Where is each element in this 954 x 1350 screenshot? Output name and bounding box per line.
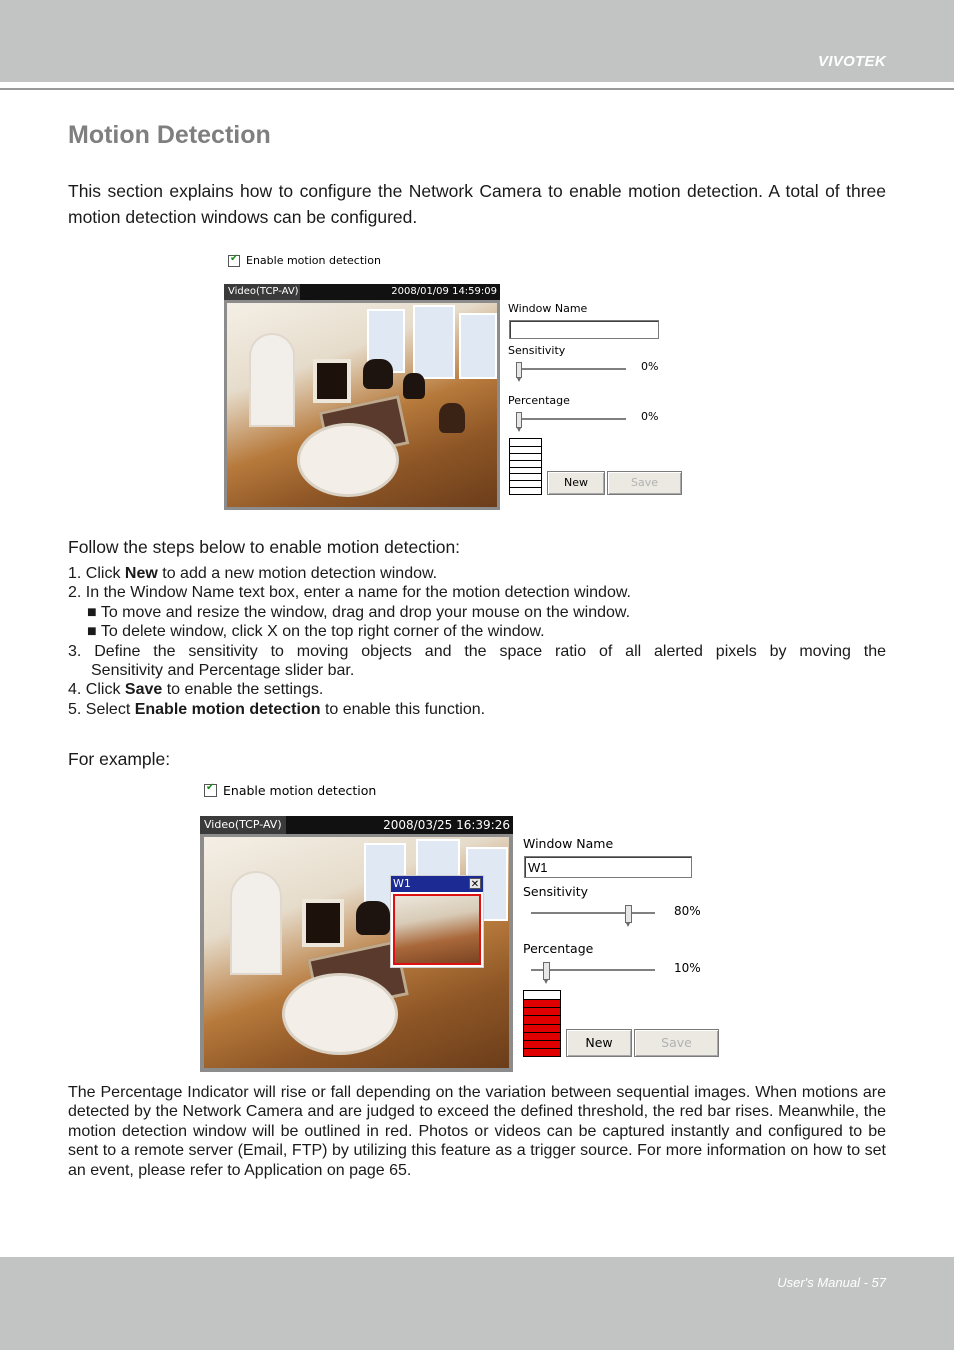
- window-name-input[interactable]: [524, 856, 692, 878]
- sensitivity-slider-thumb[interactable]: [625, 905, 632, 923]
- check-icon: ✔: [206, 782, 215, 793]
- page-header: [0, 0, 954, 82]
- indicator-segment: [510, 473, 541, 474]
- new-button[interactable]: New: [566, 1029, 632, 1057]
- sensitivity-value: 0%: [641, 360, 659, 373]
- example-heading: For example:: [68, 749, 171, 769]
- video-label: Video(TCP-AV): [228, 286, 299, 297]
- step-2-move: ■ To move and resize the window, drag and drop your mouse on the window.: [87, 603, 631, 621]
- step-2: 2. In the Window Name text box, enter a name for the motion detection window.: [68, 584, 631, 602]
- check-icon: ✔: [230, 252, 239, 264]
- indicator-segment: [524, 999, 560, 1000]
- motion-window-w1[interactable]: [390, 875, 484, 968]
- page-number: User's Manual - 57: [777, 1275, 886, 1290]
- window-name-label: Window Name: [523, 836, 614, 851]
- percentage-label: Percentage: [508, 394, 570, 407]
- sensitivity-slider-thumb[interactable]: [516, 362, 522, 378]
- indicator-segment: [510, 460, 541, 461]
- sensitivity-label: Sensitivity: [523, 884, 589, 899]
- percentage-value: 10%: [674, 961, 701, 975]
- video-label: Video(TCP-AV): [204, 818, 282, 831]
- step-1: 1. Click New to add a new motion detection window.: [68, 565, 438, 582]
- save-button[interactable]: Save: [607, 471, 682, 495]
- enable-motion-checkbox[interactable]: [228, 252, 240, 267]
- sensitivity-track[interactable]: [516, 368, 626, 371]
- indicator-segment: [510, 467, 541, 468]
- indicator-segment: [524, 1040, 560, 1041]
- indicator-segment: [510, 480, 541, 481]
- step-3-cont: Sensitivity and Percentage slider bar.: [91, 662, 355, 680]
- steps-heading: Follow the steps below to enable motion detection:: [68, 537, 461, 557]
- window-name-input[interactable]: [509, 320, 659, 339]
- enable-motion-checkbox[interactable]: [204, 784, 217, 797]
- indicator-segment: [524, 1032, 560, 1033]
- percentage-slider-thumb[interactable]: [543, 962, 550, 980]
- percentage-indicator: [523, 990, 561, 1057]
- enable-motion-detection-row[interactable]: [228, 254, 381, 267]
- motion-window-title[interactable]: W1: [391, 876, 483, 892]
- header-divider: [0, 88, 954, 90]
- percentage-label: Percentage: [523, 941, 594, 956]
- indicator-segment: [510, 446, 541, 447]
- window-name-label: Window Name: [508, 302, 588, 315]
- indicator-segment: [524, 1048, 560, 1049]
- percentage-slider-thumb[interactable]: [516, 412, 522, 428]
- step-2-delete: ■ To delete window, click X on the top right corner of the window.: [87, 623, 545, 641]
- percentage-track[interactable]: [516, 418, 626, 421]
- save-button[interactable]: Save: [634, 1029, 719, 1057]
- indicator-segment: [510, 453, 541, 454]
- steps-list: [68, 564, 886, 719]
- sensitivity-track[interactable]: [531, 912, 655, 915]
- outro-paragraph: The Percentage Indicator will rise or fall depending on the variation between sequential images. When motions are detected by the Network Camera and are judged to exceed the defined threshold, the red bar rises. Meanwhile, the motion detection window will be outlined in red. Photos or videos can be captured instantly and configured to be sent to a remote server (Email, FTP) by utilizing this feature as a trigger source. For more information on how to set an event, please refer to Application on page 65.: [68, 1084, 886, 1179]
- percentage-value: 0%: [641, 410, 659, 423]
- indicator-segment: [524, 1007, 560, 1008]
- step-3: 3. Define the sensitivity to moving objects and the space ratio of all alerted pixels by moving the: [68, 642, 886, 660]
- enable-motion-detection-row[interactable]: [204, 783, 376, 798]
- video-timestamp: 2008/01/09 14:59:09: [391, 286, 497, 297]
- intro-paragraph: This section explains how to configure the Network Camera to enable motion detection. A total of three motion detection windows can be configured.: [68, 181, 886, 227]
- page-footer: [0, 1257, 954, 1350]
- section-title: Motion Detection: [68, 121, 271, 149]
- screenshot-example: [200, 780, 730, 1076]
- motion-window-region[interactable]: [393, 894, 481, 965]
- step-5: 5. Select Enable motion detection to enable this function.: [68, 700, 486, 718]
- new-button[interactable]: New: [547, 471, 605, 495]
- sensitivity-value: 80%: [674, 904, 701, 918]
- video-title-bar: [200, 816, 513, 834]
- video-frame: [200, 816, 513, 1072]
- enable-motion-label: Enable motion detection: [246, 254, 381, 267]
- enable-motion-label: Enable motion detection: [223, 783, 377, 798]
- video-title-bar: [224, 284, 500, 300]
- camera-view[interactable]: [227, 303, 497, 507]
- percentage-indicator: [509, 438, 542, 495]
- video-timestamp: 2008/03/25 16:39:26: [383, 818, 510, 832]
- indicator-segment: [524, 1015, 560, 1016]
- video-frame: [224, 284, 500, 510]
- screenshot-default: [224, 252, 694, 514]
- brand-logo: VIVOTEK: [818, 53, 886, 70]
- indicator-segment: [524, 1024, 560, 1025]
- step-4: 4. Click Save to enable the settings.: [68, 681, 324, 699]
- close-icon[interactable]: ✕: [470, 879, 480, 890]
- sensitivity-label: Sensitivity: [508, 344, 566, 357]
- indicator-segment: [510, 487, 541, 488]
